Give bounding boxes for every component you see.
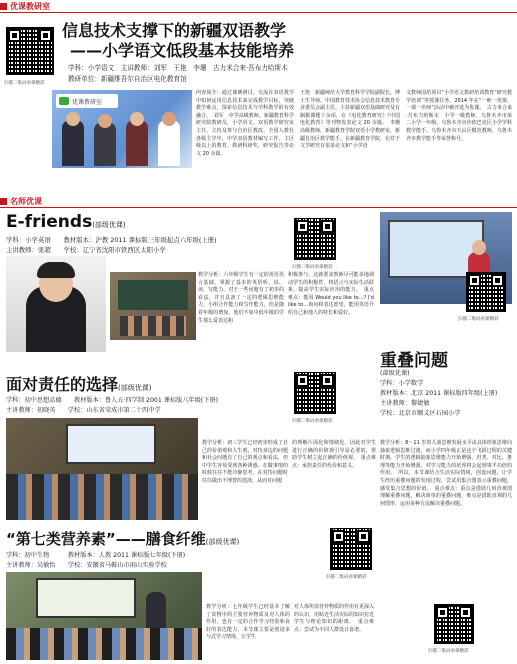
article-level: (部级优课): [205, 538, 240, 546]
article-title: [6, 372, 151, 395]
article-column: 的理解片面化和情绪化。因此对学生进行正确的价值观引导是必要的，帮助学生树立起正确的价值观。 重点难点：承担责任的代价和意义。: [292, 440, 376, 469]
article-meta: 学科：小学英语 教材版本：沪教 2011 课标版三年级起点六年级(上册): [6, 236, 217, 244]
article-title: [6, 528, 239, 549]
article-meta: 主讲教师：黎婕敏: [380, 400, 430, 407]
article-column: 文教师国培项目”小学语文教研培训教育“研究教学培训”等授课任务，2014 年在“一师一优课，一课一名师”活动中被评选为优课。 古力米合来·吾布力哈斯木 小学一级教师，乌鲁木齐市第二小学一年级，乌鲁木齐市沙依巴克区小学学科教学能手，乌鲁木齐市天山区模范教师，乌鲁木齐市教学能手等荣誉称号。: [406, 90, 512, 142]
logo-icon: [59, 97, 69, 105]
screen-display: [66, 424, 156, 464]
article-column: 教学分析：初三学生已经初步形成了自己的价值观和人生观，对待身边的问题和社会问题有了自己的观点和看法，但中学生容易受到各种诱惑，在做事情的时候往往不能冷静思考，在对待问题时往往做出不理智的选择，从而对问题: [202, 440, 288, 484]
article-level: (部级优课): [118, 384, 152, 392]
article-meta: 主讲教师：张超 学校：辽宁省沈阳市铁西区太阳小学: [6, 246, 166, 254]
article-title-text: 面对责任的选择: [6, 375, 119, 394]
article-meta: 学科：小学数学: [380, 380, 424, 387]
qr-caption: 扫描二维码看课精彩: [4, 81, 45, 86]
article-meta: 主讲教师：初晓英 学校：山东省荣成市第二十四中学: [6, 407, 161, 414]
section-header-excellent: [0, 1, 50, 12]
qr-code-icon[interactable]: [330, 528, 372, 570]
article-title-line1: 信息技术支撑下的新疆双语教学: [62, 21, 287, 40]
qr-code-icon[interactable]: [294, 218, 336, 260]
qr-code-icon[interactable]: [434, 604, 474, 644]
article-meta: 学科：初中生物 教材版本：人教 2011 课标版七年级(下册): [6, 552, 186, 559]
students-row: [6, 628, 202, 660]
section-divider: [0, 207, 517, 208]
article-title-text: 重叠问题: [380, 351, 448, 371]
article-column: 对人体所需营养物质的作用有更深入的认识，用贴近生活实际的知识拉近学生与理论知识的距离。 重点难点：尝试为不同人群设计食谱。: [294, 604, 375, 633]
article-title-text: “第七类营养素”——膳食纤维: [6, 530, 206, 548]
blackboard: [118, 280, 188, 310]
person-hair: [37, 262, 75, 278]
article-meta: 学校：北京市顺义区石园小学: [380, 410, 461, 417]
person-head: [66, 112, 80, 126]
qr-caption: 扫描二维码看课精彩: [428, 649, 469, 654]
section-square-icon: [0, 3, 7, 10]
article-level: (部级优课): [92, 221, 126, 229]
article-meta: 学科：初中思想品德 教材版本：鲁人五·四学制 2001 课标版八年级(下册): [6, 397, 219, 404]
article-title-line2: ——小学语文低段基本技能培养: [70, 41, 295, 60]
screen-display: [36, 578, 136, 618]
article-meta: 学科：小学语文 主讲教师：刘军 王艳 李珊 古力米合来·吾布力哈斯木: [68, 64, 288, 72]
teachers-photo: [52, 90, 192, 168]
section-title: 名师优课: [10, 197, 42, 206]
students-row: [120, 316, 186, 336]
students-row: [6, 474, 198, 520]
article-meta: 教研单位：新疆维吾尔自治区电化教育馆: [68, 75, 187, 83]
article-column: 内容简介：通过课例研讨，交流在双语教学中如何运用信息技术来完成教学目标，突破教学难点，探索信息技术与学科教学的有效融合。 刘军 中学高级教师，新疆教育科学研究院教研员，小学语文、双语教学研究室主任。主持及参与自治区教改、全国人教社各级主学中，中学双语教材编写工作。主区级以上的教育、教研科研奖，研究报告等论文 20 余篇。: [196, 90, 294, 157]
section-title: 优课教研室: [10, 2, 50, 11]
article-meta: 教材版本：北京 2011 课标版四年级(上册): [380, 390, 498, 397]
person-head: [472, 240, 486, 255]
article-level: (部级优课): [380, 370, 410, 377]
section-header-famous: [0, 196, 42, 207]
article-title: [6, 212, 126, 232]
qr-code-icon[interactable]: [466, 272, 506, 312]
person-figure: [62, 120, 84, 166]
person-head: [162, 112, 176, 126]
logo-badge: [56, 94, 118, 108]
article-column: 教学分析：8～11 岁的儿童思维发展水平由具体形象思维向抽象逻辑思维过渡，而小学四年级正是这个飞跃过程的关键时期。学生的逻辑抽象思维能力开始增强，归类、对比、推理等能力开始增强，对学习能力的培养将会起到事半功倍的作用。 所以，本节课结合生活实际情境，创设问题，让学生经历重叠问题的发现过程，尝试用集合图表示重叠问题，感受集合思想的价值。 重点难点：重点是借助几何直观图理解重叠问题，解决简单的重叠问题，难点是借助直观的几何图形，运用多种方法解决重叠问题。: [380, 440, 512, 507]
qr-caption: 扫描二维码看课精彩: [292, 265, 333, 270]
article-column: 教学分析：六年级学生有一定的英语语言基础，掌握了基本的英语听、说、读、写能力，对于一些问题有了初步的看法，并且具备了一定的逻辑思维能力，小组合作能力和写作能力，但是随着年级的增加，他们不如中低年级的学生那么爱表达和: [198, 272, 284, 324]
article-meta: 主讲教师：吴敏怡 学校：安徽省马鞍山市雨山实验学校: [6, 562, 167, 569]
classroom-photo: [110, 272, 196, 340]
article-title-text: E-friends: [6, 212, 93, 232]
person-figure: [126, 120, 148, 166]
person-figure: [94, 122, 116, 166]
qr-code-icon[interactable]: [294, 372, 336, 414]
classroom-photo: [6, 418, 198, 520]
qr-caption: 扫描二维码看课精彩: [292, 419, 333, 424]
article-column: 教学分析：七年级学生已经基本了解了食物中的主要营养物质及对人体的作用，也有一定的合作学习经验和良好的表达能力，本节课主要是创设多与式学习情境，让学生: [206, 604, 290, 641]
section-divider: [0, 12, 517, 13]
article-column: 积极参与，这就要求教师尽可能多地调动学生的积极性，将语言与实际生活联系，提高学生实际应用的能力。 重点难点：能用 Would you like to…? I'd like to…询问和表达愿望，能用英语介绍自己和他人的特长和爱好。: [288, 272, 374, 316]
qr-caption: 扫描二维码看课精彩: [326, 575, 367, 580]
person-figure: [158, 120, 180, 166]
person-head: [98, 114, 112, 128]
classroom-photo: [6, 572, 202, 660]
article-column: 王艳 新疆师范大学教育科学学院副院长，博士生导师。中国教育技术协会信息技术教育专业委员会副主任。主持新疆双语基础研究及有制据课题十余项，在《电化教育研究》《中国电化教育》等刊物发表论文 20 余篇。 李珊 高级教师，新疆教育学院双语小学教研室，新疆自治区教学能手。在新疆教育学院，在对于文学研究有很多论文和“小学语: [300, 90, 406, 150]
qr-caption: 扫描二维码看课精彩: [458, 317, 499, 322]
qr-code-icon[interactable]: [6, 27, 54, 75]
person-head: [130, 112, 144, 126]
section-square-icon: [0, 198, 7, 205]
teacher-photo: [6, 256, 106, 352]
logo-text: 优课教研室: [72, 98, 103, 106]
